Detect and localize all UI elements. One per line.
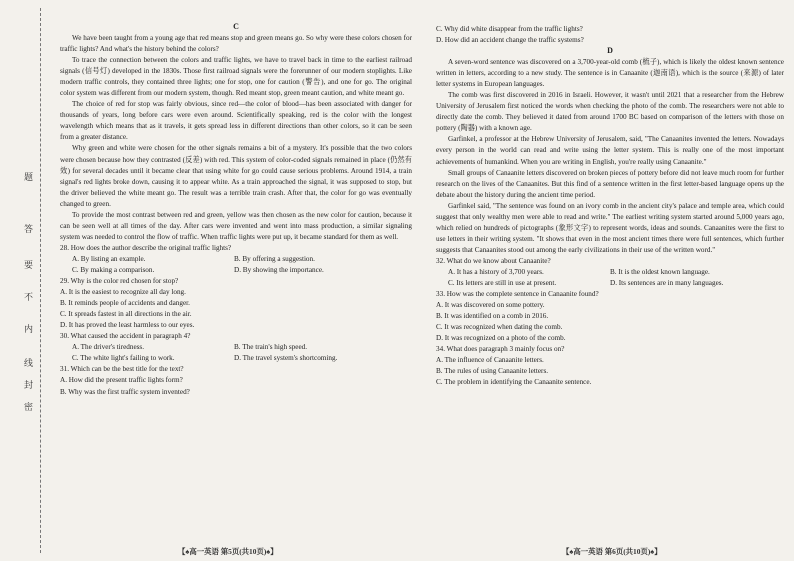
question-stem: 31. Which can be the best title for the text?: [60, 365, 184, 374]
option: A. It was discovered on some pottery.: [436, 301, 545, 310]
option: D. How did an accident change the traffic systems?: [436, 36, 584, 45]
option: C. It was recognized when dating the comb.: [436, 323, 563, 332]
passage-paragraph: Garfinkel, a professor at the Hebrew University of Jerusalem, said, "The Canaanites invented the letters. Nowadays every person in the world can read and write using the letter system. This is really one of the most important achievements of humankind. When you are writing in English, you're really using Canaanite.": [436, 135, 784, 166]
question-stem: 34. What does paragraph 3 mainly focus on?: [436, 345, 565, 354]
binding-char: 封: [24, 380, 34, 390]
passage-paragraph: Small groups of Canaanite letters discovered on broken pieces of pottery before did not leave much room for further research on the lives of the Canaanites. But this find of a sentence written in the first letter-based language opens up the debate about the history during the ancient time period.: [436, 168, 784, 199]
option: A. The driver's tiredness.: [72, 343, 145, 352]
binding-char: 题: [24, 172, 34, 182]
binding-char: 要: [24, 260, 34, 270]
passage-paragraph: A seven-word sentence was discovered on a 3,700-year-old comb (梳子), which is likely the oldest known sentence written in letters, according to a new study. The sentence is in Canaanite (迦南语), which is the source (来源) of later letter systems in European languages.: [436, 58, 784, 89]
option: D. It has proved the least harmless to our eyes.: [60, 321, 195, 330]
binding-char: 线: [24, 358, 34, 368]
option: A. It is the easiest to recognize all day long.: [60, 288, 186, 297]
option: B. The train's high speed.: [234, 343, 308, 352]
option: B. It reminds people of accidents and danger.: [60, 299, 190, 308]
option: A. The influence of Canaanite letters.: [436, 356, 544, 365]
option: D. The travel system's shortcoming.: [234, 354, 338, 363]
question-stem: 33. How was the complete sentence in Canaanite found?: [436, 290, 599, 299]
option-row: [72, 353, 412, 364]
option: C. The white light's failing to work.: [72, 354, 175, 363]
left-page: [60, 22, 412, 398]
page-footer-left: 【♠高一英语 第5页(共10页)♠】: [178, 547, 278, 556]
passage-paragraph: Why green and white were chosen for the other signals remains a bit of a mystery. It's possible that the two colors were chosen because how they contrasted (反差) with red. This system of color-coded signals remained in place (仍然有效) for several decades until it became clear that using white for go could cause serious problems. Around 1914, a train signal's red lights broke down, causing it to appear white. As a train approached the signal, it was supposed to stop, but the driver believed the white meant go. The result was a terrible train crash. After that, the color for go was eventually changed to green.: [60, 144, 412, 208]
option: B. By offering a suggestion.: [234, 254, 315, 263]
question-stem: 32. What do we know about Canaanite?: [436, 256, 551, 265]
option: A. By listing an example.: [72, 254, 146, 263]
option: D. It was recognized on a photo of the comb.: [436, 334, 566, 343]
option: B. It was identified on a comb in 2016.: [436, 312, 549, 321]
option: B. The rules of using Canaanite letters.: [436, 367, 549, 376]
question-stem: 28. How does the author describe the original traffic lights?: [60, 243, 232, 252]
question-stem: 29. Why is the color red chosen for stop?: [60, 277, 179, 286]
option: C. Its letters are still in use at present.: [448, 279, 557, 288]
option: D. Its sentences are in many languages.: [610, 279, 724, 288]
passage-paragraph: To trace the connection between the colors and traffic lights, we have to travel back in time to the earliest railroad signals (信号灯) developed in the 1830s. Those first railroad signals were the forerunner of our modern stoplights. Like modern traffic controls, they contained three lights; one for stop, one for caution (警告), and one for go. The original color system was different from our modern system, though. Red meant stop, green meant caution, and white meant go.: [60, 56, 412, 98]
option: C. Why did white disappear from the traffic lights?: [436, 25, 583, 33]
binding-char: 密: [24, 402, 34, 412]
binding-char: 内: [24, 324, 34, 334]
option: A. It has a history of 3,700 years.: [448, 267, 544, 276]
right-page: [436, 24, 784, 389]
binding-char: 答: [24, 224, 34, 234]
binding-margin: [0, 0, 46, 561]
passage-paragraph: The comb was first discovered in 2016 in Israeli. However, it wasn't until 2021 that a researcher from the Hebrew University of Jerusalem first noticed the words when checking the photo of the comb. The researchers were not able to directly date the comb. They believed it dated from around 1700 BC based on comparison of the letters with those on pottery (陶器) with a known age.: [436, 91, 784, 133]
option: C. The problem in identifying the Canaanite sentence.: [436, 378, 592, 387]
option: B. Why was the first traffic system invented?: [60, 387, 190, 396]
option-row: [448, 278, 784, 289]
option-row: [72, 265, 412, 276]
binding-dashed-line: [40, 8, 41, 553]
question-stem: 30. What caused the accident in paragraph 4?: [60, 332, 191, 341]
binding-char: 不: [24, 292, 34, 302]
section-title-d: D: [607, 46, 613, 56]
option: A. How did the present traffic lights form?: [60, 376, 183, 385]
passage-paragraph: We have been taught from a young age that red means stop and green means go. So why were these colors chosen for traffic lights? And what's the history behind the colors?: [60, 34, 412, 54]
option: D. By showing the importance.: [234, 265, 324, 274]
passage-paragraph: To provide the most contrast between red and green, yellow was then chosen as the new color for caution, because it can be seen well at all times of the day. After cars were invented and went into mass production, a similar signaling system was needed to control the flow of traffic. When traffic lights were put up, it became standard for them as well.: [60, 210, 412, 241]
option-row: [72, 254, 412, 265]
option-row: [72, 342, 412, 353]
option-row: [448, 267, 784, 278]
passage-paragraph: The choice of red for stop was fairly obvious, since red—the color of blood—has been associated with danger for thousands of years, long before cars were even around. Scientifically speaking, red is the color with the longest wavelength which means that as it travels, it gets spread less in different directions than other colors, so it can be seen from a greater distance.: [60, 100, 412, 142]
option: B. It is the oldest known language.: [610, 267, 710, 276]
section-title-c: C: [233, 22, 239, 31]
option: C. By making a comparison.: [72, 265, 155, 274]
page-footer-right: 【♠高一英语 第6页(共10页)♠】: [562, 547, 662, 556]
option: C. It spreads fastest in all directions in the air.: [60, 310, 192, 319]
passage-paragraph: Garfinkel said, "The sentence was found on an ivory comb in the ancient city's palace and temple area, which could suggest that only wealthy men were able to read and write." The earliest writing system started around 5,000 years ago, which relied on hundreds of pictographs (象形文字) to represent words, ideas and sounds. Canaanites were the first to use letters in their writing system. "It shows that even in the most ancient times there were full sentences, which further suggests that Canaanites stood out among the early civilizations in their use of the written word.": [436, 201, 784, 254]
